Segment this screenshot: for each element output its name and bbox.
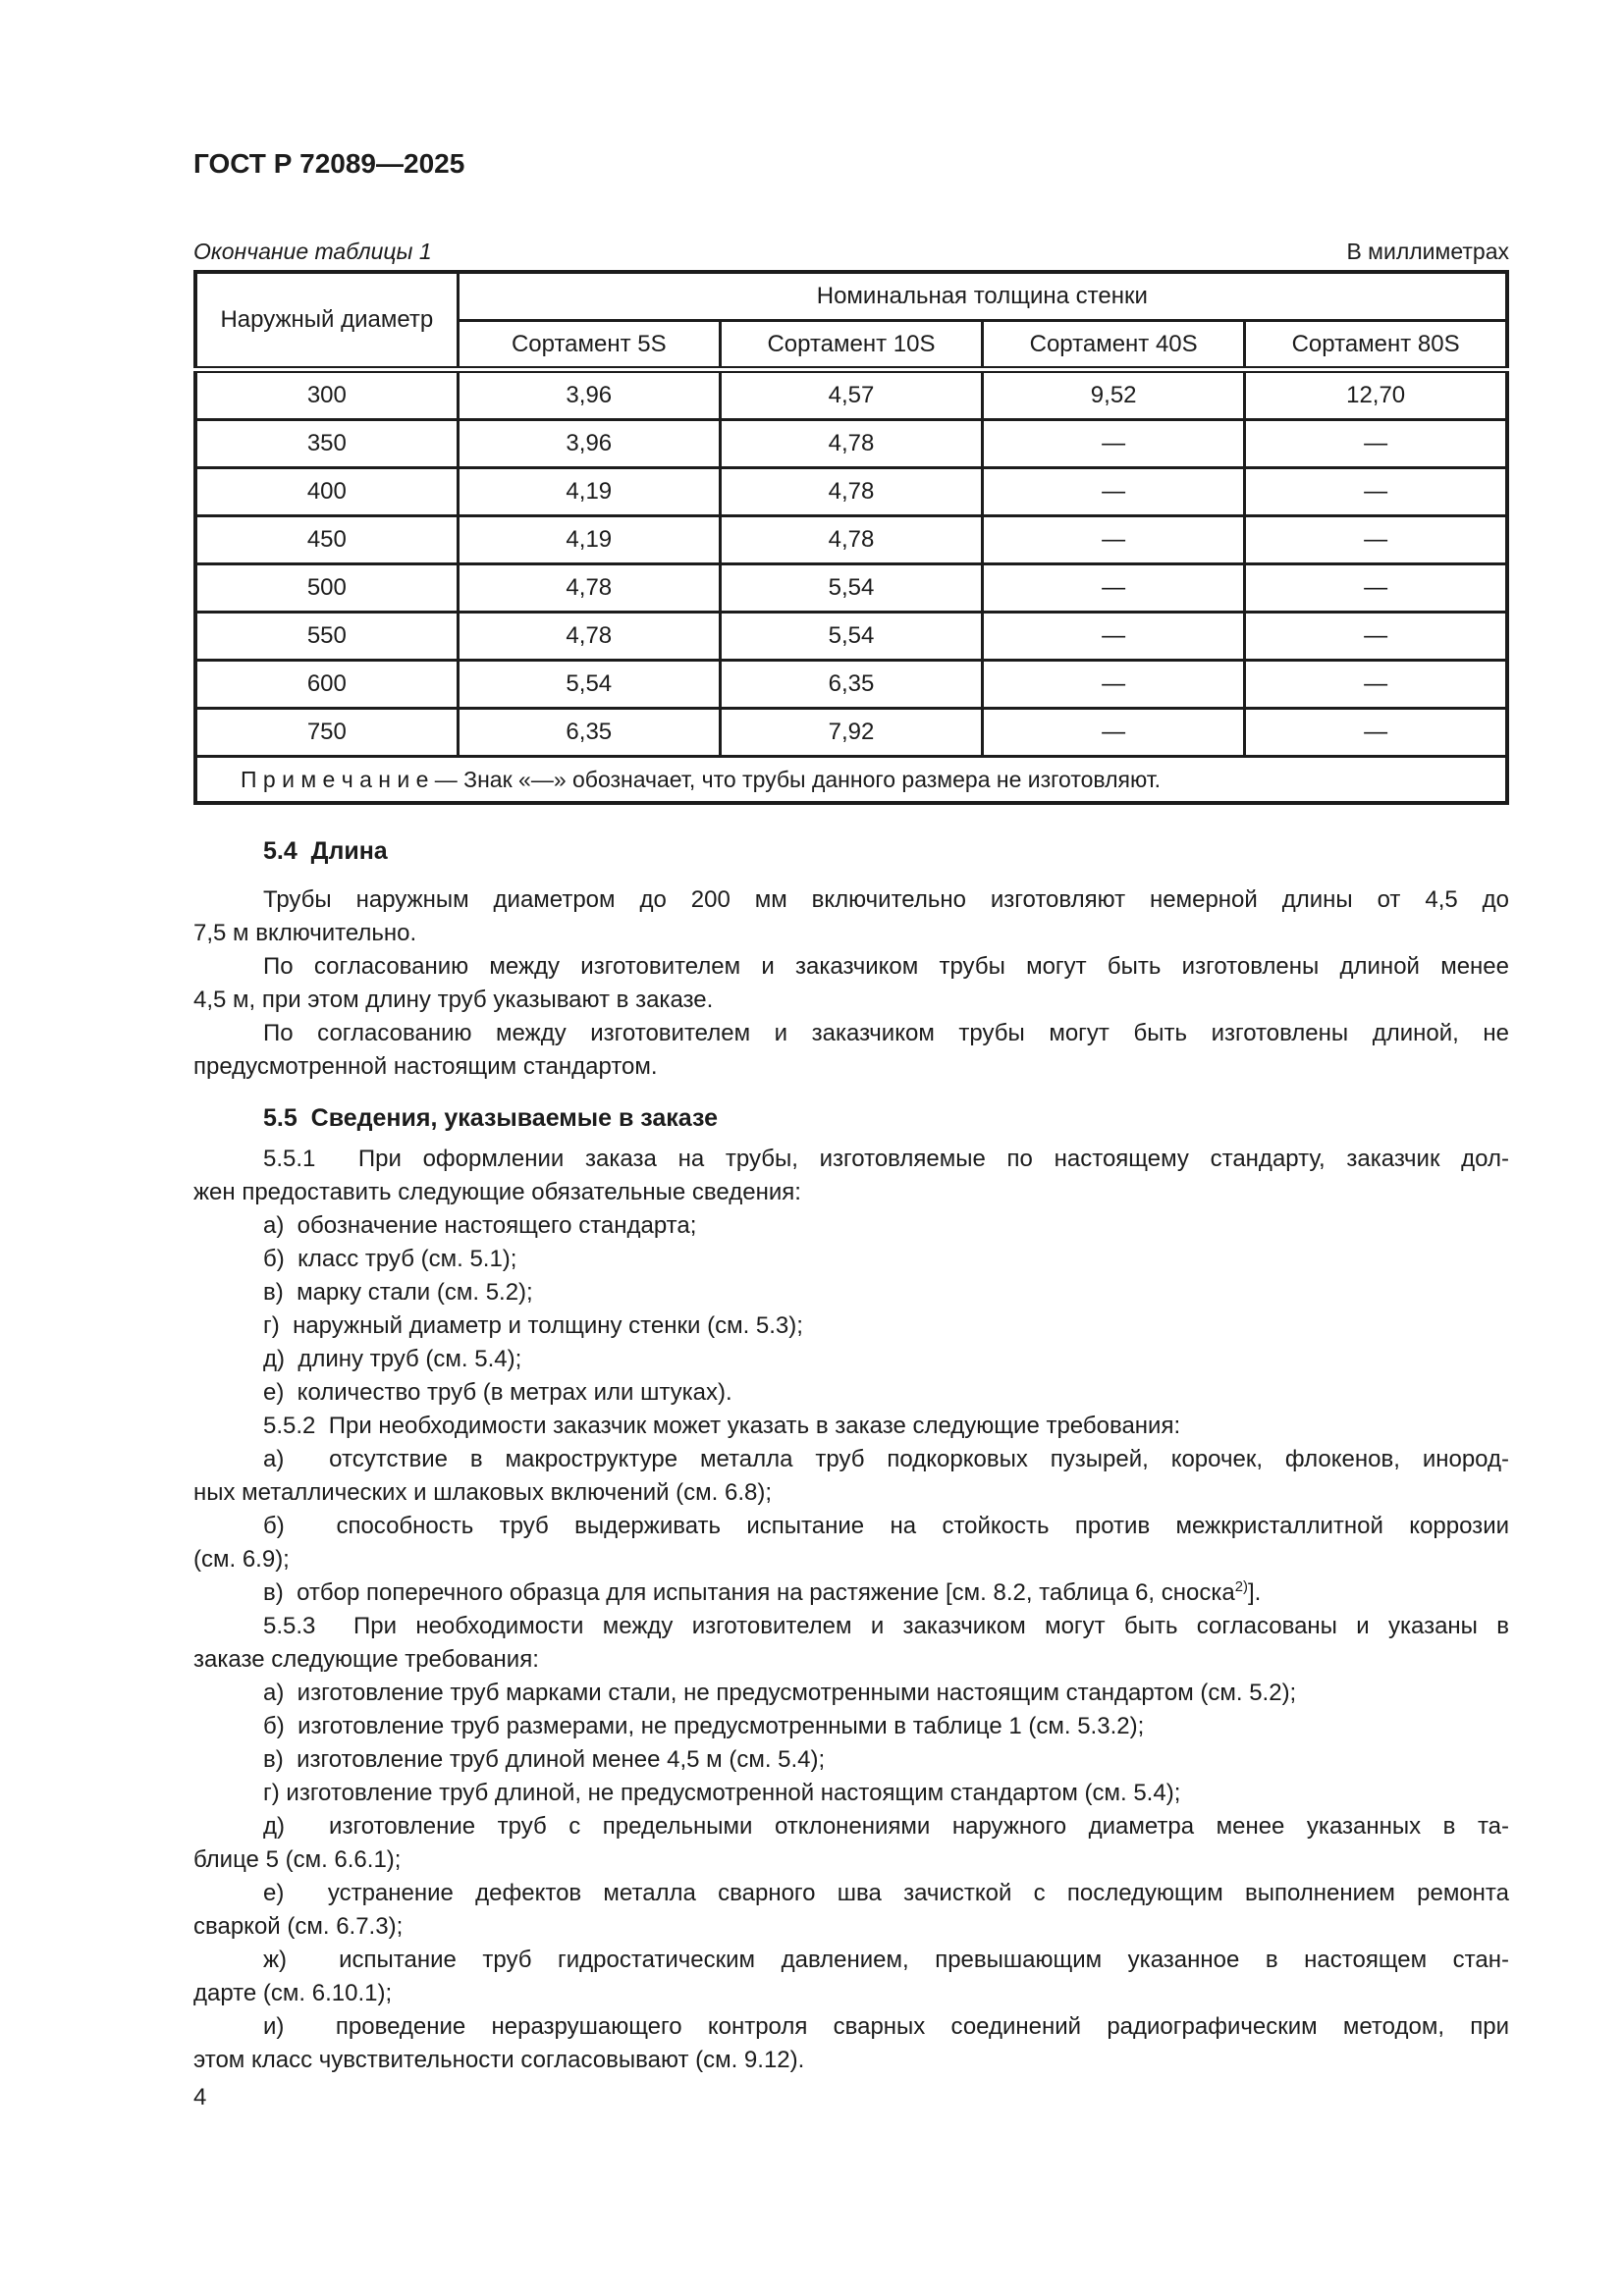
table-cell: 9,52 <box>983 370 1245 420</box>
text-line: а) отсутствие в макроструктуре металла труб подкорковых пузырей, корочек, флокенов, инород- <box>263 1446 1509 1472</box>
table-cell: 5,54 <box>720 564 982 613</box>
table-cell: 350 <box>195 420 458 468</box>
table-cell: 500 <box>195 564 458 613</box>
paragraph <box>193 1576 1509 1610</box>
paragraph <box>193 1343 1509 1376</box>
doc-code-header: ГОСТ Р 72089—2025 <box>193 148 465 179</box>
table-cell: — <box>1245 564 1507 613</box>
table-cell: 750 <box>195 709 458 757</box>
paragraph <box>193 1944 1509 2010</box>
section-heading: 5.5 Сведения, указываемые в заказе <box>263 1104 719 1132</box>
table-cell: — <box>1245 468 1507 516</box>
text-line: ных металлических и шлаковых включений (см. 6.8); <box>193 1479 773 1506</box>
column-header-schedule: Сортамент 40S <box>983 321 1245 370</box>
table-cell: — <box>983 613 1245 661</box>
table-row <box>195 709 1507 757</box>
table-cell: — <box>1245 420 1507 468</box>
footnote-reference-superscript: 2) <box>1234 1579 1248 1595</box>
table-cell: — <box>983 420 1245 468</box>
table-cell: 5,54 <box>458 661 720 709</box>
text-line: предусмотренной настоящим стандартом. <box>193 1053 658 1080</box>
paragraph <box>193 1209 1509 1243</box>
note-label: П р и м е ч а н и е <box>241 766 429 792</box>
text-line: г) наружный диаметр и толщину стенки (см. 5.3); <box>263 1312 803 1339</box>
table-cell: 4,78 <box>458 564 720 613</box>
column-header-schedule: Сортамент 10S <box>720 321 982 370</box>
table-header-row <box>195 272 1507 321</box>
paragraph <box>193 1510 1509 1576</box>
column-header-outer-diameter: Наружный диаметр <box>195 272 458 370</box>
section-heading: 5.4 Длина <box>263 837 388 865</box>
text-line: 5.5.3 При необходимости между изготовителем и заказчиком могут быть согласованы и указаны в <box>263 1613 1509 1639</box>
table-cell: 400 <box>195 468 458 516</box>
column-group-header-wall-thickness: Номинальная толщина стенки <box>458 272 1507 321</box>
column-header-schedule: Сортамент 80S <box>1245 321 1507 370</box>
table-note-row <box>195 757 1507 804</box>
text-line: 7,5 м включительно. <box>193 920 417 946</box>
text-line: е) устранение дефектов металла сварного шва зачисткой с последующим выполнением ремонта <box>263 1880 1509 1906</box>
paragraph <box>193 1017 1509 1084</box>
table-cell: — <box>1245 516 1507 564</box>
table-cell: 3,96 <box>458 420 720 468</box>
table-cell: 5,54 <box>720 613 982 661</box>
text-line: б) класс труб (см. 5.1); <box>263 1246 517 1272</box>
table-cell: 4,19 <box>458 468 720 516</box>
table-body <box>195 370 1507 757</box>
table-cell: 4,78 <box>720 420 982 468</box>
note-text: — Знак «—» обозначает, что трубы данного размера не изготовляют. <box>434 766 1162 792</box>
table-cell: 6,35 <box>720 661 982 709</box>
table-cell: 4,78 <box>720 468 982 516</box>
text-line: 5.5.1 При оформлении заказа на трубы, изготовляемые по настоящему стандарту, заказчик дол- <box>263 1146 1509 1172</box>
paragraph <box>193 1743 1509 1777</box>
text-line: блице 5 (см. 6.6.1); <box>193 1846 402 1873</box>
paragraph <box>193 1309 1509 1343</box>
table-cell: 4,57 <box>720 370 982 420</box>
table-cell: — <box>983 709 1245 757</box>
paragraph <box>193 883 1509 950</box>
table-cell: — <box>983 564 1245 613</box>
table-cell: 550 <box>195 613 458 661</box>
text-line: 4,5 м, при этом длину труб указывают в заказе. <box>193 987 714 1013</box>
table-units-label: В миллиметрах <box>1346 239 1509 264</box>
text-line: По согласованию между изготовителем и заказчиком трубы могут быть изготовлены длиной менее <box>263 953 1509 980</box>
page-number: 4 <box>193 2084 207 2110</box>
text-line: и) проведение неразрушающего контроля сварных соединений радиографическим методом, при <box>263 2013 1509 2040</box>
text-line: а) изготовление труб марками стали, не предусмотренными настоящим стандартом (см. 5.2); <box>263 1680 1297 1706</box>
pipe-wall-thickness-table <box>193 270 1509 805</box>
text-line: е) количество труб (в метрах или штуках). <box>263 1379 732 1406</box>
column-header-schedule: Сортамент 5S <box>458 321 720 370</box>
table-cell: 3,96 <box>458 370 720 420</box>
text-line: сваркой (см. 6.7.3); <box>193 1913 404 1940</box>
table-cell: — <box>1245 709 1507 757</box>
paragraph <box>193 1276 1509 1309</box>
table-row <box>195 564 1507 613</box>
paragraph <box>193 1777 1509 1810</box>
table-cell: — <box>983 661 1245 709</box>
text-line: жен предоставить следующие обязательные сведения: <box>193 1179 801 1205</box>
paragraph <box>193 1610 1509 1677</box>
table-row <box>195 370 1507 420</box>
table-row <box>195 661 1507 709</box>
text-line: По согласованию между изготовителем и заказчиком трубы могут быть изготовлены длиной, не <box>263 1020 1509 1046</box>
table-caption-row <box>193 237 1509 266</box>
table-cell: — <box>1245 661 1507 709</box>
table-cell: 300 <box>195 370 458 420</box>
text-line: в) отбор поперечного образца для испытания на растяжение [см. 8.2, таблица 6, сноска$^{2)}$]. <box>263 1579 1262 1606</box>
paragraph <box>193 1677 1509 1710</box>
paragraph <box>193 950 1509 1017</box>
table-row <box>195 468 1507 516</box>
table-cell: — <box>1245 613 1507 661</box>
text-line: д) длину труб (см. 5.4); <box>263 1346 522 1372</box>
table-cell: 6,35 <box>458 709 720 757</box>
text-line: б) способность труб выдерживать испытание на стойкость против межкристаллитной коррозии <box>263 1513 1509 1539</box>
table-cell: 4,19 <box>458 516 720 564</box>
text-line: а) обозначение настоящего стандарта; <box>263 1212 697 1239</box>
text-line: г) изготовление труб длиной, не предусмотренной настоящим стандартом (см. 5.4); <box>263 1780 1181 1806</box>
table-cell: 4,78 <box>720 516 982 564</box>
paragraph <box>193 2010 1509 2077</box>
text-line: дарте (см. 6.10.1); <box>193 1980 393 2006</box>
table-row <box>195 613 1507 661</box>
text-line: заказе следующие требования: <box>193 1646 539 1673</box>
table-note-cell <box>195 757 1507 804</box>
text-line: б) изготовление труб размерами, не предусмотренными в таблице 1 (см. 5.3.2); <box>263 1713 1145 1739</box>
paragraph <box>193 1243 1509 1276</box>
table-cell: 12,70 <box>1245 370 1507 420</box>
table-row <box>195 516 1507 564</box>
text-line: ж) испытание труб гидростатическим давлением, превышающим указанное в настоящем стан- <box>263 1947 1509 1973</box>
text-line: Трубы наружным диаметром до 200 мм включительно изготовляют немерной длины от 4,5 до <box>263 886 1509 913</box>
paragraph <box>193 1376 1509 1410</box>
table-cell: 7,92 <box>720 709 982 757</box>
text-line: 5.5.2 При необходимости заказчик может указать в заказе следующие требования: <box>263 1413 1181 1439</box>
table-caption-continuation: Окончание таблицы 1 <box>193 239 432 264</box>
text-line: д) изготовление труб с предельными отклонениями наружного диаметра менее указанных в та- <box>263 1813 1509 1840</box>
paragraph <box>193 1810 1509 1877</box>
paragraph <box>193 1710 1509 1743</box>
paragraph <box>193 1410 1509 1443</box>
paragraph <box>193 1143 1509 1209</box>
text-line: в) марку стали (см. 5.2); <box>263 1279 533 1306</box>
table-cell: 600 <box>195 661 458 709</box>
table-cell: — <box>983 516 1245 564</box>
table-cell: 4,78 <box>458 613 720 661</box>
paragraph <box>193 1877 1509 1944</box>
table-cell: 450 <box>195 516 458 564</box>
paragraph <box>193 1443 1509 1510</box>
text-line: (см. 6.9); <box>193 1546 290 1573</box>
table-cell: — <box>983 468 1245 516</box>
text-line: в) изготовление труб длиной менее 4,5 м (см. 5.4); <box>263 1746 826 1773</box>
table-row <box>195 420 1507 468</box>
content <box>193 834 1509 2077</box>
text-line: этом класс чувствительности согласовывают (см. 9.12). <box>193 2047 805 2073</box>
